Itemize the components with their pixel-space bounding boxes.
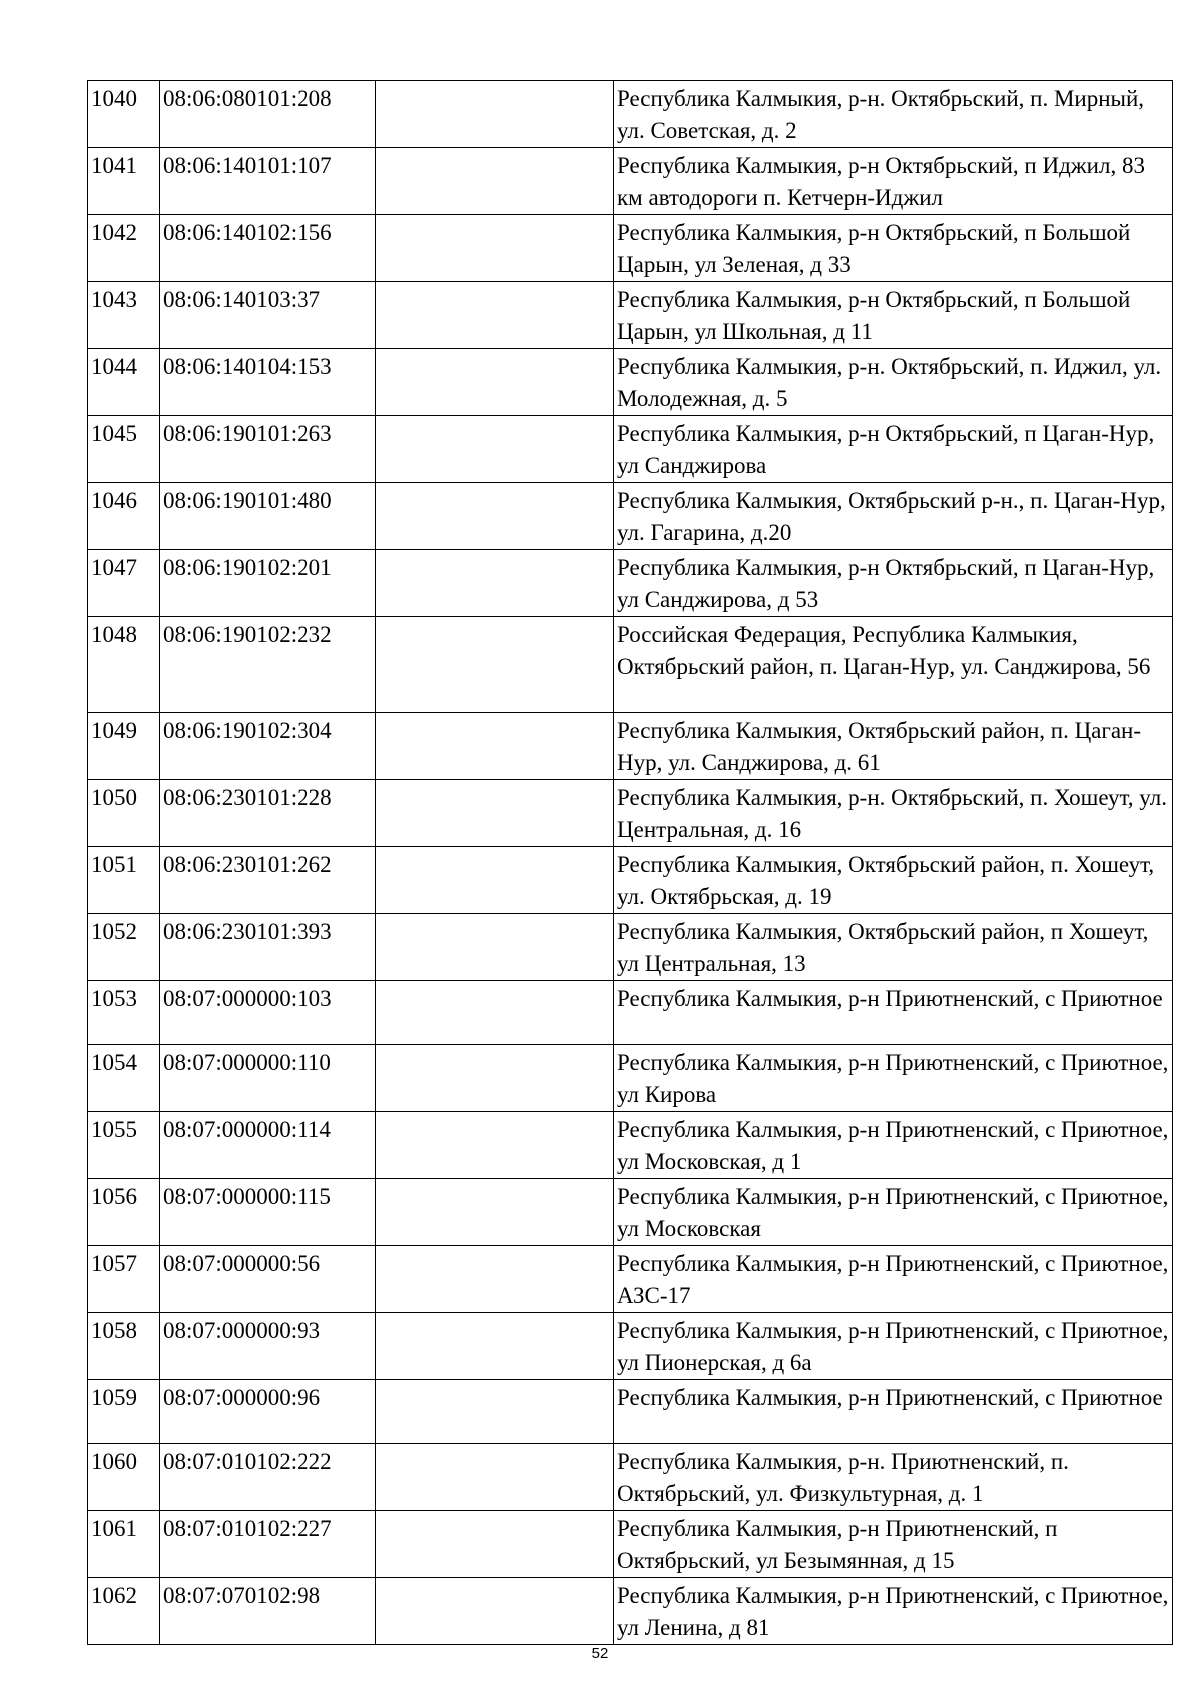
blank-cell — [376, 1511, 614, 1578]
cadastral-number: 08:07:000000:93 — [160, 1313, 376, 1380]
property-registry-table — [87, 80, 1173, 1645]
cadastral-number: 08:06:190102:232 — [160, 617, 376, 713]
cadastral-number: 08:06:230101:228 — [160, 780, 376, 847]
table-row — [88, 713, 1173, 780]
blank-cell — [376, 1045, 614, 1112]
table-row — [88, 1444, 1173, 1511]
address: Республика Калмыкия, р-н Октябрьский, п Большой Царын, ул Школьная, д 11 — [614, 282, 1173, 349]
table-row — [88, 550, 1173, 617]
address: Республика Калмыкия, р-н Октябрьский, п Цаган-Нур, ул Санджирова — [614, 416, 1173, 483]
cadastral-number: 08:06:140103:37 — [160, 282, 376, 349]
address: Российская Федерация, Республика Калмыкия, Октябрьский район, п. Цаган-Нур, ул. Санджирова, 56 — [614, 617, 1173, 713]
row-number: 1050 — [88, 780, 160, 847]
table-row — [88, 1045, 1173, 1112]
cadastral-number: 08:06:230101:262 — [160, 847, 376, 914]
table-row — [88, 1112, 1173, 1179]
table-row — [88, 1578, 1173, 1645]
address: Республика Калмыкия, р-н Октябрьский, п Цаган-Нур, ул Санджирова, д 53 — [614, 550, 1173, 617]
address: Республика Калмыкия, р-н. Октябрьский, п. Хошеут, ул. Центральная, д. 16 — [614, 780, 1173, 847]
table-row — [88, 1313, 1173, 1380]
address: Республика Калмыкия, р-н Приютненский, с Приютное, ул Московская, д 1 — [614, 1112, 1173, 1179]
address: Республика Калмыкия, р-н Октябрьский, п Иджил, 83 км автодороги п. Кетчерн-Иджил — [614, 148, 1173, 215]
blank-cell — [376, 282, 614, 349]
row-number: 1054 — [88, 1045, 160, 1112]
blank-cell — [376, 148, 614, 215]
row-number: 1041 — [88, 148, 160, 215]
row-number: 1045 — [88, 416, 160, 483]
blank-cell — [376, 1246, 614, 1313]
address: Республика Калмыкия, р-н Приютненский, с Приютное, АЗС-17 — [614, 1246, 1173, 1313]
row-number: 1040 — [88, 81, 160, 148]
table-row — [88, 81, 1173, 148]
blank-cell — [376, 1112, 614, 1179]
blank-cell — [376, 617, 614, 713]
table-row — [88, 1380, 1173, 1444]
row-number: 1052 — [88, 914, 160, 981]
cadastral-number: 08:06:140101:107 — [160, 148, 376, 215]
address: Республика Калмыкия, р-н. Октябрьский, п. Иджил, ул. Молодежная, д. 5 — [614, 349, 1173, 416]
blank-cell — [376, 1578, 614, 1645]
blank-cell — [376, 1179, 614, 1246]
table-row — [88, 282, 1173, 349]
row-number: 1057 — [88, 1246, 160, 1313]
blank-cell — [376, 847, 614, 914]
blank-cell — [376, 416, 614, 483]
cadastral-number: 08:07:000000:103 — [160, 981, 376, 1045]
cadastral-number: 08:06:190101:263 — [160, 416, 376, 483]
address: Республика Калмыкия, р-н Приютненский, с Приютное, ул Кирова — [614, 1045, 1173, 1112]
table-row — [88, 847, 1173, 914]
blank-cell — [376, 349, 614, 416]
address: Республика Калмыкия, Октябрьский район, п. Цаган-Нур, ул. Санджирова, д. 61 — [614, 713, 1173, 780]
address: Республика Калмыкия, р-н Октябрьский, п Большой Царын, ул Зеленая, д 33 — [614, 215, 1173, 282]
table-row — [88, 483, 1173, 550]
cadastral-number: 08:06:140102:156 — [160, 215, 376, 282]
blank-cell — [376, 215, 614, 282]
address: Республика Калмыкия, Октябрьский район, п Хошеут, ул Центральная, 13 — [614, 914, 1173, 981]
address: Республика Калмыкия, р-н Приютненский, с Приютное, ул Пионерская, д 6а — [614, 1313, 1173, 1380]
address: Республика Калмыкия, р-н Приютненский, с Приютное, ул Ленина, д 81 — [614, 1578, 1173, 1645]
address: Республика Калмыкия, р-н Приютненский, п Октябрьский, ул Безымянная, д 15 — [614, 1511, 1173, 1578]
table-row — [88, 148, 1173, 215]
table-row — [88, 617, 1173, 713]
cadastral-number: 08:06:190101:480 — [160, 483, 376, 550]
cadastral-number: 08:06:190102:201 — [160, 550, 376, 617]
cadastral-number: 08:07:010102:227 — [160, 1511, 376, 1578]
address: Республика Калмыкия, Октябрьский р-н., п. Цаган-Нур, ул. Гагарина, д.20 — [614, 483, 1173, 550]
row-number: 1055 — [88, 1112, 160, 1179]
row-number: 1053 — [88, 981, 160, 1045]
row-number: 1046 — [88, 483, 160, 550]
blank-cell — [376, 713, 614, 780]
blank-cell — [376, 780, 614, 847]
cadastral-number: 08:07:070102:98 — [160, 1578, 376, 1645]
row-number: 1048 — [88, 617, 160, 713]
row-number: 1042 — [88, 215, 160, 282]
blank-cell — [376, 550, 614, 617]
row-number: 1062 — [88, 1578, 160, 1645]
address: Республика Калмыкия, р-н. Приютненский, п. Октябрьский, ул. Физкультурная, д. 1 — [614, 1444, 1173, 1511]
row-number: 1049 — [88, 713, 160, 780]
table-row — [88, 914, 1173, 981]
cadastral-number: 08:07:010102:222 — [160, 1444, 376, 1511]
row-number: 1056 — [88, 1179, 160, 1246]
address: Республика Калмыкия, р-н Приютненский, с Приютное — [614, 981, 1173, 1045]
address: Республика Калмыкия, Октябрьский район, п. Хошеут, ул. Октябрьская, д. 19 — [614, 847, 1173, 914]
row-number: 1060 — [88, 1444, 160, 1511]
row-number: 1058 — [88, 1313, 160, 1380]
blank-cell — [376, 81, 614, 148]
cadastral-number: 08:06:140104:153 — [160, 349, 376, 416]
row-number: 1051 — [88, 847, 160, 914]
blank-cell — [376, 1313, 614, 1380]
blank-cell — [376, 1380, 614, 1444]
cadastral-number: 08:06:080101:208 — [160, 81, 376, 148]
cadastral-number: 08:07:000000:96 — [160, 1380, 376, 1444]
cadastral-number: 08:06:190102:304 — [160, 713, 376, 780]
address: Республика Калмыкия, р-н. Октябрьский, п. Мирный, ул. Советская, д. 2 — [614, 81, 1173, 148]
row-number: 1043 — [88, 282, 160, 349]
table-row — [88, 215, 1173, 282]
row-number: 1059 — [88, 1380, 160, 1444]
table-row — [88, 1246, 1173, 1313]
table-row — [88, 1511, 1173, 1578]
cadastral-number: 08:07:000000:115 — [160, 1179, 376, 1246]
cadastral-number: 08:07:000000:110 — [160, 1045, 376, 1112]
table-row — [88, 780, 1173, 847]
row-number: 1061 — [88, 1511, 160, 1578]
cadastral-number: 08:07:000000:56 — [160, 1246, 376, 1313]
blank-cell — [376, 981, 614, 1045]
table-row — [88, 416, 1173, 483]
cadastral-number: 08:06:230101:393 — [160, 914, 376, 981]
table-row — [88, 1179, 1173, 1246]
blank-cell — [376, 914, 614, 981]
table-row — [88, 349, 1173, 416]
table-row — [88, 981, 1173, 1045]
row-number: 1047 — [88, 550, 160, 617]
blank-cell — [376, 1444, 614, 1511]
row-number: 1044 — [88, 349, 160, 416]
page-number: 52 — [591, 1645, 609, 1662]
address: Республика Калмыкия, р-н Приютненский, с Приютное — [614, 1380, 1173, 1444]
blank-cell — [376, 483, 614, 550]
cadastral-number: 08:07:000000:114 — [160, 1112, 376, 1179]
address: Республика Калмыкия, р-н Приютненский, с Приютное, ул Московская — [614, 1179, 1173, 1246]
